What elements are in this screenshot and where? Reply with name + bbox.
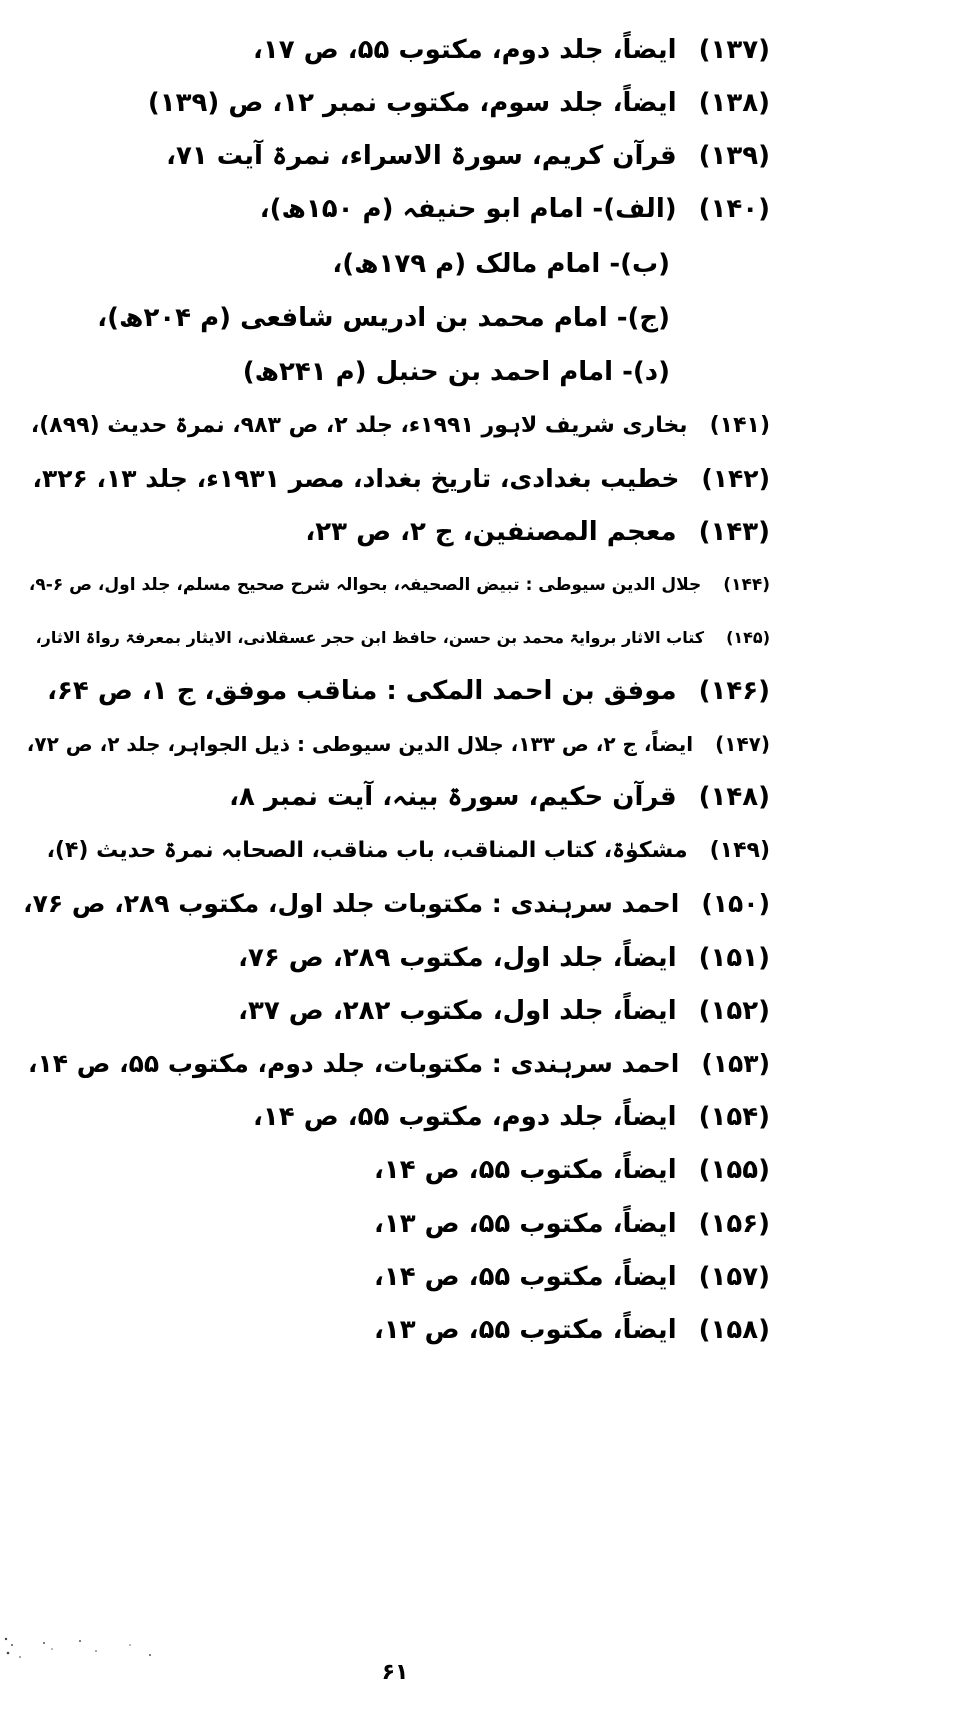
note-number: (۱۴۵) (726, 628, 770, 647)
note-text: ایضاً، مکتوب ۵۵، ص ۱۴، (373, 1155, 677, 1185)
note-143 (305, 512, 770, 552)
note-number: (۱۴۱) (709, 413, 770, 438)
note-151 (238, 938, 770, 978)
note-text: ایضاً، مکتوب ۵۵، ص ۱۴، (373, 1262, 677, 1292)
note-text: ایضاً، جلد سوم، مکتوب نمبر ۱۲، ص (۱۳۹) (147, 88, 677, 118)
note-140-sub-b (332, 244, 670, 284)
note-number: (۱۴۴) (723, 575, 770, 595)
note-154 (253, 1097, 770, 1137)
note-number: (۱۴۶) (698, 676, 770, 706)
note-144 (29, 565, 770, 605)
note-text: ایضاً، مکتوب ۵۵، ص ۱۳، (373, 1315, 677, 1345)
note-142 (33, 459, 770, 499)
note-number: (۱۵۷) (698, 1262, 770, 1292)
note-text: ایضاً، جلد اول، مکتوب ۲۸۲، ص ۳۷، (238, 996, 677, 1026)
note-number: (۱۴۷) (715, 732, 770, 756)
note-text: (ج)- امام محمد بن ادریس شافعی (م ۲۰۴ھ)، (97, 303, 670, 333)
note-158 (374, 1310, 770, 1350)
note-number: (۱۴۳) (698, 517, 770, 547)
note-139 (166, 136, 770, 176)
note-148 (229, 777, 770, 817)
note-150 (23, 884, 770, 924)
note-153 (28, 1044, 770, 1084)
note-number: (۱۵۲) (698, 996, 770, 1026)
note-number: (۱۴۰) (698, 194, 770, 224)
note-text: (ب)- امام مالک (م ۱۷۹ھ)، (332, 249, 670, 279)
note-number: (۱۵۵) (698, 1155, 770, 1185)
note-text: مشکوٰۃ، کتاب المناقب، باب مناقب، الصحابہ نمرۃ حدیث (۴)، (46, 838, 688, 863)
note-157 (374, 1257, 770, 1297)
note-number: (۱۵۳) (701, 1049, 770, 1078)
note-number: (۱۳۹) (698, 141, 770, 171)
note-141 (31, 406, 770, 446)
note-number: (۱۳۷) (698, 35, 770, 65)
note-number: (۱۴۹) (709, 838, 770, 863)
note-text: احمد سرہندی : مکتوبات، جلد دوم، مکتوب ۵۵، ص ۱۴، (28, 1049, 680, 1078)
note-text: (د)- امام احمد بن حنبل (م ۲۴۱ھ) (242, 357, 670, 387)
note-number: (۱۵۶) (698, 1209, 770, 1239)
note-147 (27, 724, 770, 764)
note-number: (۱۳۸) (698, 88, 770, 118)
note-152 (238, 991, 770, 1031)
note-text: ایضاً، جلد دوم، مکتوب ۵۵، ص ۱۷، (253, 35, 677, 65)
note-145 (36, 618, 770, 658)
note-text: موفق بن احمد المکی : مناقب موفق، ج ۱، ص ۶۴، (47, 676, 677, 706)
note-140-sub-c (97, 298, 670, 338)
note-text: کتاب الاثار بروایۃ محمد بن حسن، حافظ ابن حجر عسقلانی، الایثار بمعرفۃ رواۃ الاثار، (35, 628, 705, 647)
page-number: ۶۱ (381, 1660, 409, 1685)
note-text: خطیب بغدادی، تاریخ بغداد، مصر ۱۹۳۱ء، جلد ۱۳، ۳۲۶، (32, 464, 680, 493)
note-number: (۱۵۱) (698, 943, 770, 973)
note-number: (۱۵۴) (698, 1102, 770, 1132)
note-155 (374, 1150, 770, 1190)
note-140 (260, 189, 770, 229)
note-text: ایضاً، ج ۲، ص ۱۳۳، جلال الدین سیوطی : ذیل الجواہر، جلد ۲، ص ۷۲، (26, 732, 694, 756)
note-text: جلال الدین سیوطی : تبیض الصحیفہ، بحوالہ شرح صحیح مسلم، جلد اول، ص ۶-۹، (28, 575, 702, 595)
note-number: (۱۵۸) (698, 1315, 770, 1345)
note-number: (۱۵۰) (701, 889, 770, 918)
note-156 (374, 1204, 770, 1244)
note-146 (47, 671, 770, 711)
note-text: احمد سرہندی : مکتوبات جلد اول، مکتوب ۲۸۹، ص ۷۶، (23, 889, 680, 918)
note-138 (148, 83, 770, 123)
note-text: ایضاً، مکتوب ۵۵، ص ۱۳، (373, 1209, 677, 1239)
note-text: قرآن کریم، سورۃ الاسراء، نمرۃ آیت ۷۱، (166, 141, 677, 171)
note-137 (253, 30, 770, 70)
note-text: ایضاً، جلد دوم، مکتوب ۵۵، ص ۱۴، (253, 1102, 677, 1132)
note-text: بخاری شریف لاہور ۱۹۹۱ء، جلد ۲، ص ۹۸۳، نمرۃ حدیث (۸۹۹)، (30, 413, 688, 438)
note-text: قرآن حکیم، سورۃ بینہ، آیت نمبر ۸، (229, 782, 677, 812)
note-text: معجم المصنفین، ج ۲، ص ۲۳، (305, 517, 677, 547)
note-149 (47, 831, 770, 871)
note-number: (۱۴۸) (698, 782, 770, 812)
note-number: (۱۴۲) (701, 464, 770, 493)
note-text: (الف)- امام ابو حنیفہ (م ۱۵۰ھ)، (259, 194, 677, 224)
note-text: ایضاً، جلد اول، مکتوب ۲۸۹، ص ۷۶، (238, 943, 677, 973)
note-140-sub-d (243, 352, 670, 392)
